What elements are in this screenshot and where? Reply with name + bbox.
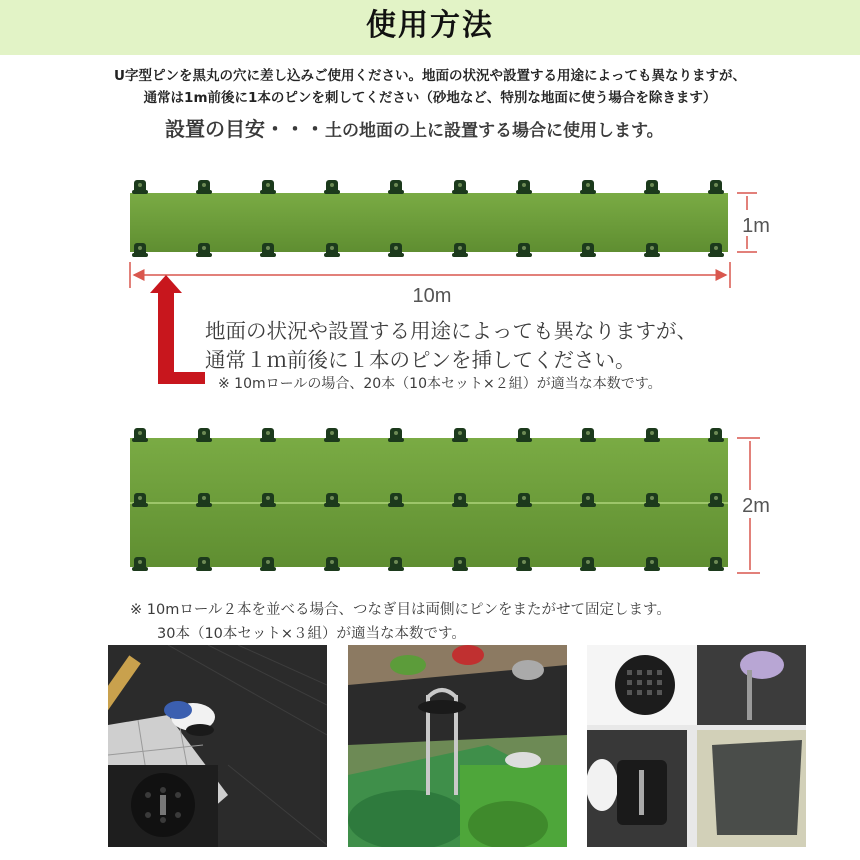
bottom-note-line-1: ※ 10mロール２本を並べる場合、つなぎ目は両側にピンをまたがせて固定します。 xyxy=(130,602,671,618)
pin-marker xyxy=(580,180,596,194)
pin-marker xyxy=(708,493,724,507)
photo-pinning-sheet xyxy=(108,645,327,847)
pin-marker xyxy=(324,428,340,442)
pin-marker xyxy=(196,428,212,442)
pin-marker xyxy=(132,180,148,194)
pin-marker xyxy=(452,243,468,257)
pin-marker xyxy=(452,180,468,194)
note-line-1: 地面の状況や設置する用途によっても異なりますが、 xyxy=(205,319,697,343)
pin-marker xyxy=(516,493,532,507)
pin-marker xyxy=(452,428,468,442)
pin-marker xyxy=(324,557,340,571)
pin-marker xyxy=(580,493,596,507)
page-title: 使用方法 xyxy=(366,8,494,43)
pin-marker xyxy=(324,180,340,194)
pin-marker xyxy=(324,493,340,507)
pin-marker xyxy=(516,557,532,571)
length-label-10m: 10m xyxy=(412,285,452,307)
dimension-2m xyxy=(737,438,770,573)
pin-marker xyxy=(580,557,596,571)
pin-marker xyxy=(708,243,724,257)
pin-marker xyxy=(452,557,468,571)
pin-marker xyxy=(132,493,148,507)
pin-marker xyxy=(260,493,276,507)
pin-marker xyxy=(196,557,212,571)
pin-marker xyxy=(580,428,596,442)
pin-marker xyxy=(132,557,148,571)
pin-marker xyxy=(388,243,404,257)
photo-u-pin xyxy=(348,645,567,847)
pin-marker xyxy=(260,428,276,442)
guide-title: 設置の目安・・・ xyxy=(165,117,325,141)
pin-marker xyxy=(708,428,724,442)
pin-marker xyxy=(388,428,404,442)
pin-marker xyxy=(196,493,212,507)
sheet-1m xyxy=(130,193,728,252)
pin-marker xyxy=(260,557,276,571)
red-arrow xyxy=(150,275,205,384)
note-line-2: 通常１ｍ前後に１本のピンを挿してください。 xyxy=(205,348,636,372)
guide-subtitle: 土の地面の上に設置する場合に使用します。 xyxy=(325,121,664,141)
pin-marker xyxy=(260,243,276,257)
intro-line-2: 通常は1m前後に1本のピンを刺してください（砂地など、特別な地面に使う場合を除きます） xyxy=(143,90,717,106)
pin-marker xyxy=(388,180,404,194)
pin-marker xyxy=(644,180,660,194)
pin-marker xyxy=(516,180,532,194)
pin-marker xyxy=(260,180,276,194)
dimension-10m xyxy=(130,262,730,307)
pin-marker xyxy=(644,428,660,442)
photo-pin-disc xyxy=(587,645,806,847)
pin-marker xyxy=(196,180,212,194)
bottom-note-line-2: 30本（10本セット×３組）が適当な本数です。 xyxy=(157,626,466,642)
pin-marker xyxy=(516,243,532,257)
pin-marker xyxy=(516,428,532,442)
pin-marker xyxy=(388,557,404,571)
height-label-1m: 1m xyxy=(742,215,770,237)
pin-marker xyxy=(644,493,660,507)
height-label-2m: 2m xyxy=(742,495,770,517)
intro-line-1: U字型ピンを黒丸の穴に差し込みご使用ください。地面の状況や設置する用途によっても異なりますが、 xyxy=(114,68,746,84)
pin-marker xyxy=(644,243,660,257)
pin-marker xyxy=(580,243,596,257)
note-line-3: ※ 10mロールの場合、20本（10本セット×２組）が適当な本数です。 xyxy=(218,376,662,392)
dimension-1m xyxy=(737,193,770,252)
pin-marker xyxy=(324,243,340,257)
pin-marker xyxy=(644,557,660,571)
pin-marker xyxy=(196,243,212,257)
pin-marker xyxy=(132,243,148,257)
pin-marker xyxy=(452,493,468,507)
pin-marker xyxy=(708,557,724,571)
pin-marker xyxy=(388,493,404,507)
pin-marker xyxy=(132,428,148,442)
pin-marker xyxy=(708,180,724,194)
